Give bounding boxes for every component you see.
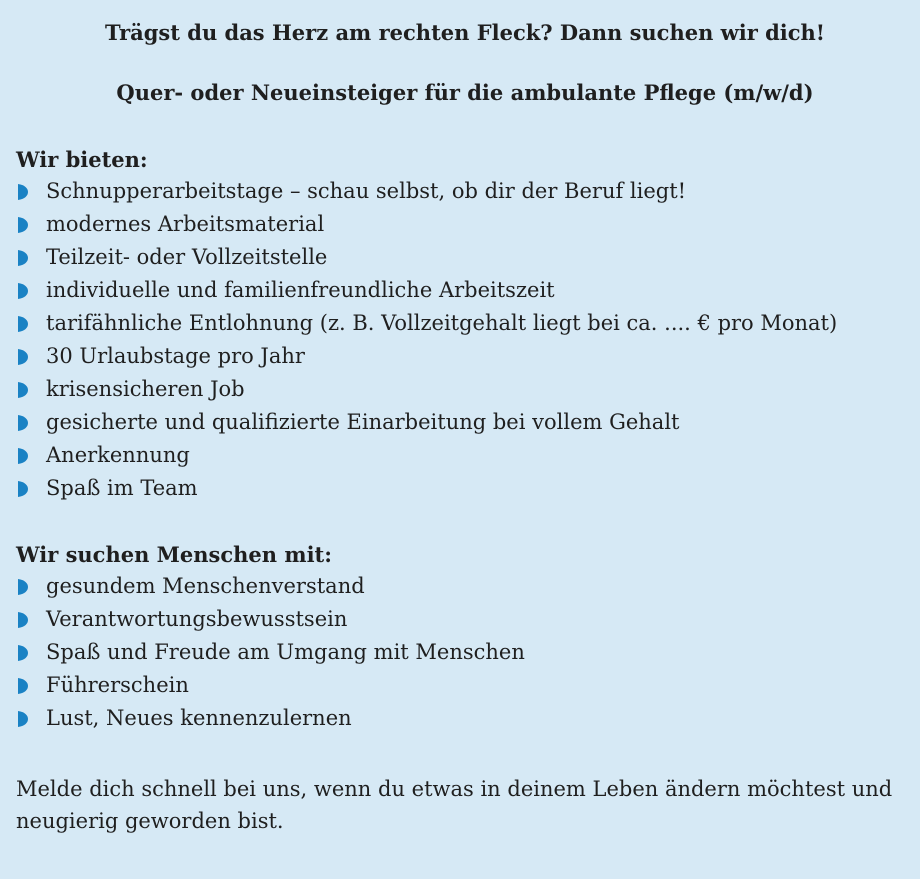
bullet-icon <box>18 250 28 266</box>
list-item-text: modernes Arbeitsmaterial <box>46 212 325 236</box>
list-item <box>16 406 906 439</box>
closing-text: Melde dich schnell bei uns, wenn du etwas in deinem Leben ändern möchtest und neugierig geworden bist. <box>16 777 893 833</box>
list-item-text: gesicherte und qualifizierte Einarbeitung bei vollem Gehalt <box>46 410 680 434</box>
bullet-icon <box>18 316 28 332</box>
list-item <box>16 340 906 373</box>
list-item <box>16 472 906 505</box>
list-item <box>16 603 906 636</box>
list-item-text: Spaß im Team <box>46 476 198 500</box>
bullet-icon <box>18 645 28 661</box>
bullet-icon <box>18 678 28 694</box>
list-item-text: Führerschein <box>46 673 189 697</box>
list-item-text: gesundem Menschenverstand <box>46 574 365 598</box>
bullet-icon <box>18 448 28 464</box>
list-item-text: Teilzeit- oder Vollzeitstelle <box>46 245 328 269</box>
requirements-list <box>16 570 906 735</box>
bullet-icon <box>18 711 28 727</box>
bullet-icon <box>18 415 28 431</box>
list-item <box>16 208 906 241</box>
list-item-text: tarifähnliche Entlohnung (z. B. Vollzeitgehalt liegt bei ca. .... € pro Monat) <box>46 311 838 335</box>
bullet-icon <box>18 184 28 200</box>
list-item <box>16 570 906 603</box>
list-item <box>16 636 906 669</box>
offers-title: Wir bieten: <box>16 147 148 172</box>
list-item <box>16 669 906 702</box>
list-item <box>16 175 906 208</box>
list-item-text: Spaß und Freude am Umgang mit Menschen <box>46 640 525 664</box>
bullet-icon <box>18 217 28 233</box>
list-item-text: Verantwortungsbewusstsein <box>46 607 348 631</box>
bullet-icon <box>18 579 28 595</box>
headline: Trägst du das Herz am rechten Fleck? Dann suchen wir dich! <box>104 20 826 45</box>
bullet-icon <box>18 481 28 497</box>
offers-list <box>16 175 906 505</box>
list-item-text: krisensicheren Job <box>46 377 245 401</box>
list-item-text: 30 Urlaubstage pro Jahr <box>46 344 305 368</box>
list-item <box>16 307 906 340</box>
list-item-text: Lust, Neues kennenzulernen <box>46 706 352 730</box>
bullet-icon <box>18 349 28 365</box>
list-item <box>16 373 906 406</box>
bullet-icon <box>18 382 28 398</box>
list-item-text: individuelle und familienfreundliche Arbeitszeit <box>46 278 555 302</box>
list-item <box>16 274 906 307</box>
list-item-text: Schnupperarbeitstage – schau selbst, ob dir der Beruf liegt! <box>46 179 687 203</box>
list-item <box>16 241 906 274</box>
requirements-title: Wir suchen Menschen mit: <box>16 542 332 567</box>
bullet-icon <box>18 612 28 628</box>
subheadline: Quer- oder Neueinsteiger für die ambulante Pflege (m/w/d) <box>116 80 814 105</box>
list-item-text: Anerkennung <box>46 443 190 467</box>
list-item <box>16 702 906 735</box>
list-item <box>16 439 906 472</box>
bullet-icon <box>18 283 28 299</box>
